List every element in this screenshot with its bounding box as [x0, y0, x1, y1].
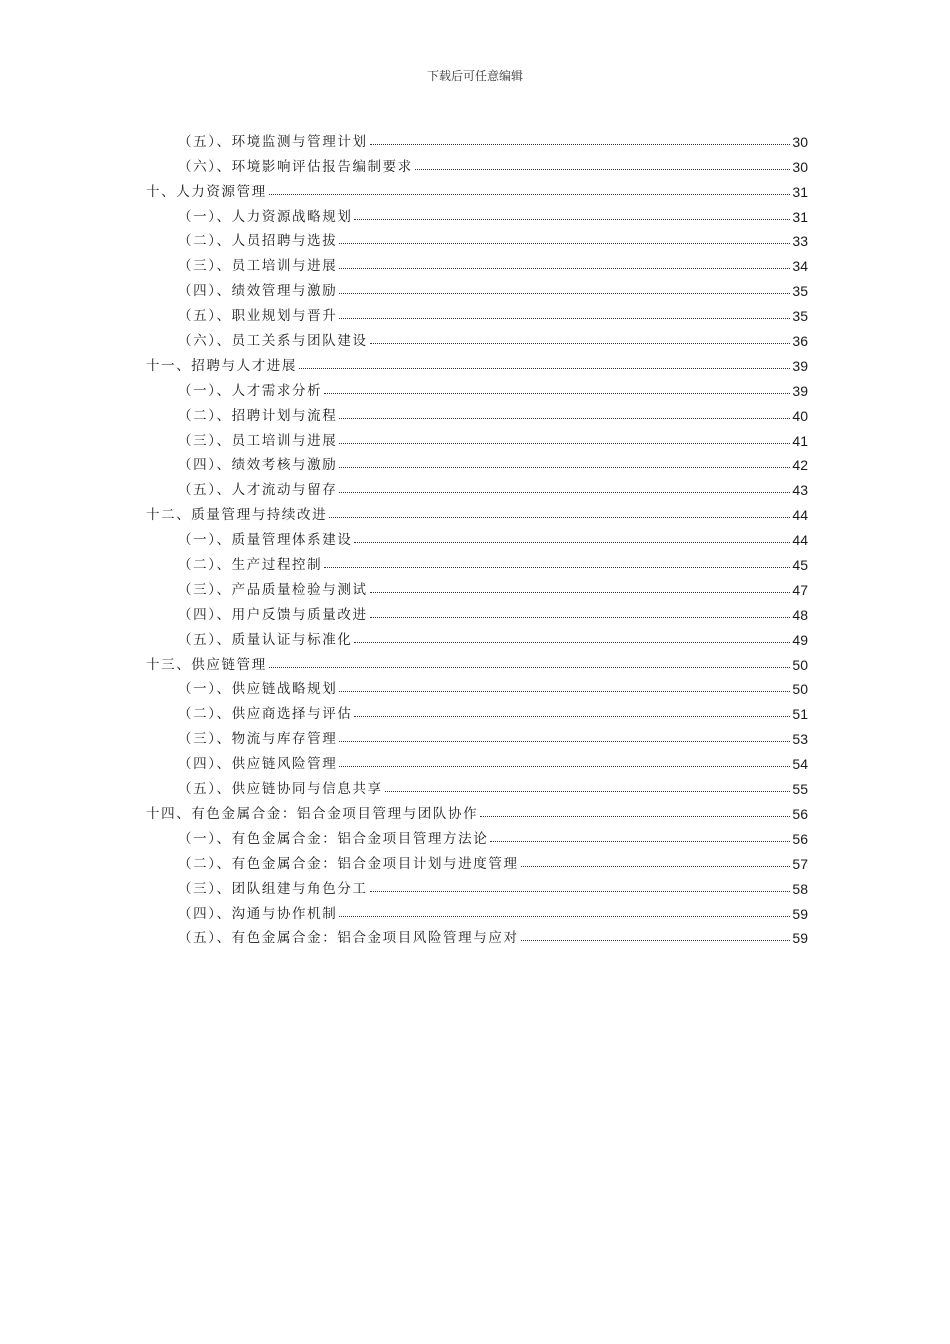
toc-entry-title: 十三、供应链管理: [146, 656, 267, 673]
dot-leader: [370, 617, 791, 618]
toc-entry-title: （一）、供应链战略规划: [178, 681, 338, 698]
toc-entry-title: （一）、有色金属合金：铝合金项目管理方法论: [178, 830, 489, 847]
toc-entry-title: （三）、产品质量检验与测试: [178, 581, 368, 598]
toc-entry[interactable]: [146, 374, 808, 399]
dot-leader: [339, 443, 790, 444]
dot-leader: [269, 194, 791, 195]
dot-leader: [339, 492, 790, 493]
toc-entry-page-number: 31: [792, 183, 808, 200]
dot-leader: [339, 691, 790, 692]
toc-entry-title: （四）、绩效考核与激励: [178, 457, 338, 474]
toc-entry[interactable]: [146, 200, 808, 225]
toc-entry-page-number: 34: [792, 258, 808, 275]
toc-entry[interactable]: [146, 125, 808, 150]
dot-leader: [480, 816, 790, 817]
toc-entry-page-number: 30: [792, 158, 808, 175]
page-header: 下载后可任意编辑: [426, 69, 523, 83]
toc-entry-title: （三）、员工培训与进展: [178, 432, 338, 449]
toc-entry-title: （五）、职业规划与晋升: [178, 308, 338, 325]
toc-entry-page-number: 59: [792, 905, 808, 922]
toc-entry-title: （一）、人才需求分析: [178, 382, 323, 399]
dot-leader: [354, 642, 790, 643]
toc-entry-page-number: 40: [792, 407, 808, 424]
toc-entry[interactable]: [146, 399, 808, 424]
dot-leader: [354, 716, 790, 717]
toc-entry-title: 十一、招聘与人才进展: [146, 357, 297, 374]
toc-entry-page-number: 56: [792, 805, 808, 822]
dot-leader: [339, 293, 790, 294]
toc-entry-title: （四）、供应链风险管理: [178, 756, 338, 773]
toc-entry-title: （三）、员工培训与进展: [178, 258, 338, 275]
toc-entry-page-number: 35: [792, 308, 808, 325]
toc-entry-title: （四）、绩效管理与激励: [178, 283, 338, 300]
toc-entry-title: （二）、有色金属合金：铝合金项目计划与进度管理: [178, 855, 519, 872]
toc-entry[interactable]: [146, 175, 808, 200]
toc-entry-title: （四）、用户反馈与质量改进: [178, 606, 368, 623]
toc-entry-page-number: 33: [792, 233, 808, 250]
dot-leader: [415, 169, 791, 170]
toc-entry-title: （二）、供应商选择与评估: [178, 706, 353, 723]
toc-entry-title: （一）、人力资源战略规划: [178, 208, 353, 225]
dot-leader: [490, 841, 790, 842]
toc-entry[interactable]: [146, 225, 808, 250]
toc-entry-page-number: 59: [792, 930, 808, 947]
toc-entry-title: （五）、供应链协同与信息共享: [178, 781, 383, 798]
toc-entry-page-number: 48: [792, 606, 808, 623]
toc-entry-title: （五）、质量认证与标准化: [178, 631, 353, 648]
toc-entry[interactable]: [146, 922, 808, 947]
toc-entry-page-number: 39: [792, 357, 808, 374]
toc-entry[interactable]: [146, 449, 808, 474]
toc-entry[interactable]: [146, 349, 808, 374]
dot-leader: [299, 368, 790, 369]
toc-entry[interactable]: [146, 573, 808, 598]
dot-leader: [370, 144, 791, 145]
toc-entry[interactable]: [146, 797, 808, 822]
toc-entry-page-number: 44: [792, 532, 808, 549]
dot-leader: [354, 219, 790, 220]
toc-entry-page-number: 54: [792, 756, 808, 773]
dot-leader: [339, 243, 790, 244]
dot-leader: [521, 866, 791, 867]
toc-entry-title: （三）、团队组建与角色分工: [178, 880, 368, 897]
dot-leader: [354, 542, 790, 543]
toc-entry[interactable]: [146, 598, 808, 623]
dot-leader: [339, 741, 790, 742]
toc-entry[interactable]: [146, 673, 808, 698]
toc-entry-page-number: 51: [792, 706, 808, 723]
toc-entry[interactable]: [146, 648, 808, 673]
toc-entry-page-number: 50: [792, 681, 808, 698]
toc-entry-title: （二）、生产过程控制: [178, 557, 323, 574]
toc-entry-title: （六）、环境影响评估报告编制要求: [178, 158, 413, 175]
toc-entry[interactable]: [146, 249, 808, 274]
dot-leader: [324, 393, 790, 394]
toc-entry-page-number: 55: [792, 781, 808, 798]
toc-entry[interactable]: [146, 324, 808, 349]
toc-entry[interactable]: [146, 299, 808, 324]
toc-entry[interactable]: [146, 872, 808, 897]
toc-entry-title: 十四、有色金属合金：铝合金项目管理与团队协作: [146, 805, 479, 822]
toc-entry-title: （二）、人员招聘与选拔: [178, 233, 338, 250]
toc-entry-page-number: 39: [792, 382, 808, 399]
dot-leader: [339, 268, 790, 269]
dot-leader: [339, 467, 790, 468]
dot-leader: [385, 791, 791, 792]
dot-leader: [370, 343, 791, 344]
toc-entry-title: （一）、质量管理体系建设: [178, 532, 353, 549]
toc-entry[interactable]: [146, 548, 808, 573]
toc-entry-page-number: 58: [792, 880, 808, 897]
toc-entry[interactable]: [146, 847, 808, 872]
toc-entry-title: 十二、质量管理与持续改进: [146, 507, 328, 524]
toc-entry[interactable]: [146, 523, 808, 548]
toc-entry[interactable]: [146, 897, 808, 922]
dot-leader: [521, 940, 791, 941]
dot-leader: [339, 318, 790, 319]
toc-entry[interactable]: [146, 274, 808, 299]
toc-entry-title: （五）、人才流动与留存: [178, 482, 338, 499]
toc-entry-page-number: 49: [792, 631, 808, 648]
dot-leader: [370, 592, 791, 593]
dot-leader: [269, 667, 791, 668]
toc-entry-page-number: 53: [792, 731, 808, 748]
toc-entry-title: （四）、沟通与协作机制: [178, 905, 338, 922]
toc-entry-title: （六）、员工关系与团队建设: [178, 333, 368, 350]
dot-leader: [370, 891, 791, 892]
toc-entry-title: （五）、有色金属合金：铝合金项目风险管理与应对: [178, 930, 519, 947]
dot-leader: [324, 567, 790, 568]
dot-leader: [339, 418, 790, 419]
toc-entry[interactable]: [146, 822, 808, 847]
toc-entry[interactable]: [146, 772, 808, 797]
toc-entry[interactable]: [146, 498, 808, 523]
toc-entry[interactable]: [146, 722, 808, 747]
toc-entry-title: 十、人力资源管理: [146, 183, 267, 200]
toc-entry-page-number: 42: [792, 457, 808, 474]
toc-entry[interactable]: [146, 424, 808, 449]
toc-entry[interactable]: [146, 473, 808, 498]
toc-entry-page-number: 43: [792, 482, 808, 499]
toc-entry-page-number: 35: [792, 283, 808, 300]
toc-entry[interactable]: [146, 150, 808, 175]
dot-leader: [329, 517, 790, 518]
toc-entry[interactable]: [146, 623, 808, 648]
toc-entry-title: （三）、物流与库存管理: [178, 731, 338, 748]
toc-entry[interactable]: [146, 697, 808, 722]
toc-entry-page-number: 45: [792, 557, 808, 574]
toc-entry-page-number: 47: [792, 581, 808, 598]
dot-leader: [339, 916, 790, 917]
toc-entry-title: （五）、环境监测与管理计划: [178, 133, 368, 150]
toc-entry-page-number: 31: [792, 208, 808, 225]
toc-entry-page-number: 44: [792, 507, 808, 524]
dot-leader: [339, 766, 790, 767]
toc-entry-page-number: 56: [792, 830, 808, 847]
toc-entry-page-number: 50: [792, 656, 808, 673]
toc-entry-page-number: 57: [792, 855, 808, 872]
toc-entry-page-number: 41: [792, 432, 808, 449]
toc-entry-page-number: 30: [792, 133, 808, 150]
toc-entry[interactable]: [146, 747, 808, 772]
table-of-contents: [146, 125, 808, 946]
toc-entry-title: （二）、招聘计划与流程: [178, 407, 338, 424]
toc-entry-page-number: 36: [792, 333, 808, 350]
